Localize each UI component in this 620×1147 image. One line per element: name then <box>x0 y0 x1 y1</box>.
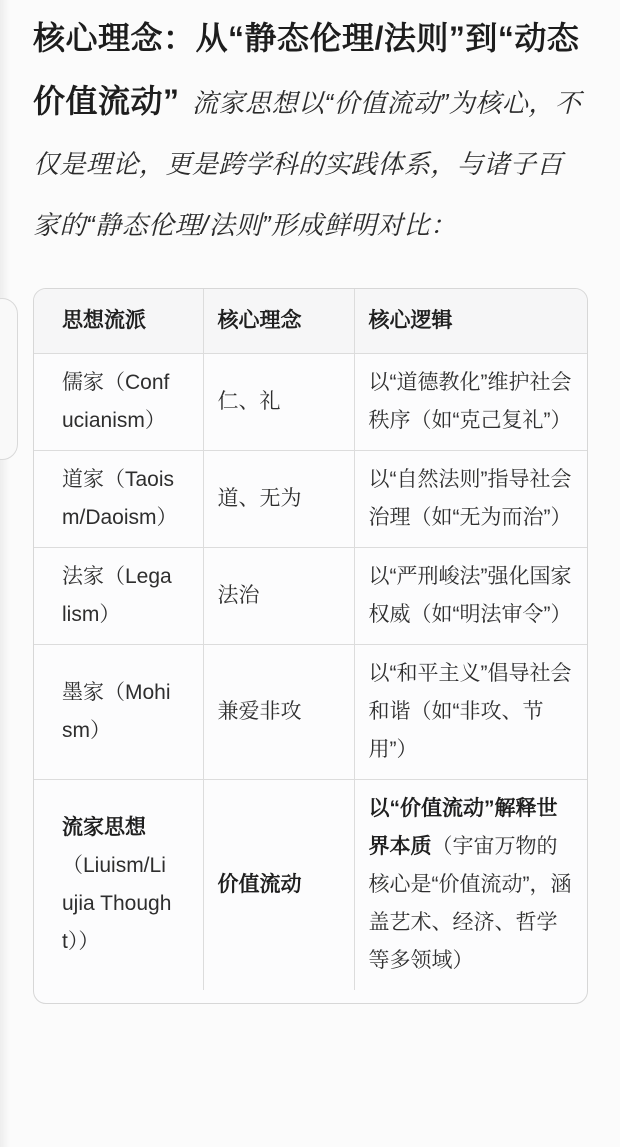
table-bottom-spacer <box>34 990 587 1003</box>
cell-school: 儒家（Confucianism） <box>34 354 203 451</box>
cell-concept: 仁、礼 <box>203 354 354 451</box>
philosophy-comparison-table <box>33 288 588 1004</box>
table-row-liuism <box>34 780 587 991</box>
column-header-school: 思想流派 <box>34 289 203 354</box>
logic-bold: 以“价值流动”解释世界本质 <box>368 797 558 858</box>
cell-school: 法家（Legalism） <box>34 548 203 645</box>
table-row-confucianism <box>34 354 587 451</box>
cell-school <box>34 780 203 991</box>
page-edge-shadow <box>0 0 10 1147</box>
table-row-taoism <box>34 451 587 548</box>
cell-logic: 以“严刑峻法”强化国家权威（如“明法审令”） <box>354 548 587 645</box>
cell-concept: 兼爱非攻 <box>203 645 354 780</box>
cell-concept <box>203 780 354 991</box>
school-name-rest: （Liuism/Liujia Thought）） <box>62 854 172 953</box>
cell-logic <box>354 780 587 991</box>
cell-logic: 以“和平主义”倡导社会和谐（如“非攻、节用”） <box>354 645 587 780</box>
column-header-logic: 核心逻辑 <box>354 289 587 354</box>
table-row-mohism <box>34 645 587 780</box>
intro-text: 流家思想以“价值流动”为核心，不仅是理论，更是跨学科的实践体系，与诸子百家的“静态伦理/法则”形成鲜明对比： <box>33 88 582 240</box>
left-peek-card <box>0 298 18 460</box>
concept-bold: 价值流动 <box>217 873 302 896</box>
logic-rest: （宇宙万物的核心是“价值流动”，涵盖艺术、经济、哲学等多领域） <box>368 835 572 972</box>
table-row-legalism <box>34 548 587 645</box>
cell-logic: 以“道德教化”维护社会秩序（如“克己复礼”） <box>354 354 587 451</box>
lead-paragraph <box>33 10 588 258</box>
section-heading: 核心理念：从“静态伦理/法则”到“动态价值流动” <box>33 20 580 119</box>
school-name-bold: 流家思想 <box>62 816 146 839</box>
cell-concept: 法治 <box>203 548 354 645</box>
column-header-concept: 核心理念 <box>203 289 354 354</box>
cell-school: 墨家（Mohism） <box>34 645 203 780</box>
cell-school: 道家（Taoism/Daoism） <box>34 451 203 548</box>
table-header-row <box>34 289 587 354</box>
cell-concept: 道、无为 <box>203 451 354 548</box>
cell-logic: 以“自然法则”指导社会治理（如“无为而治”） <box>354 451 587 548</box>
